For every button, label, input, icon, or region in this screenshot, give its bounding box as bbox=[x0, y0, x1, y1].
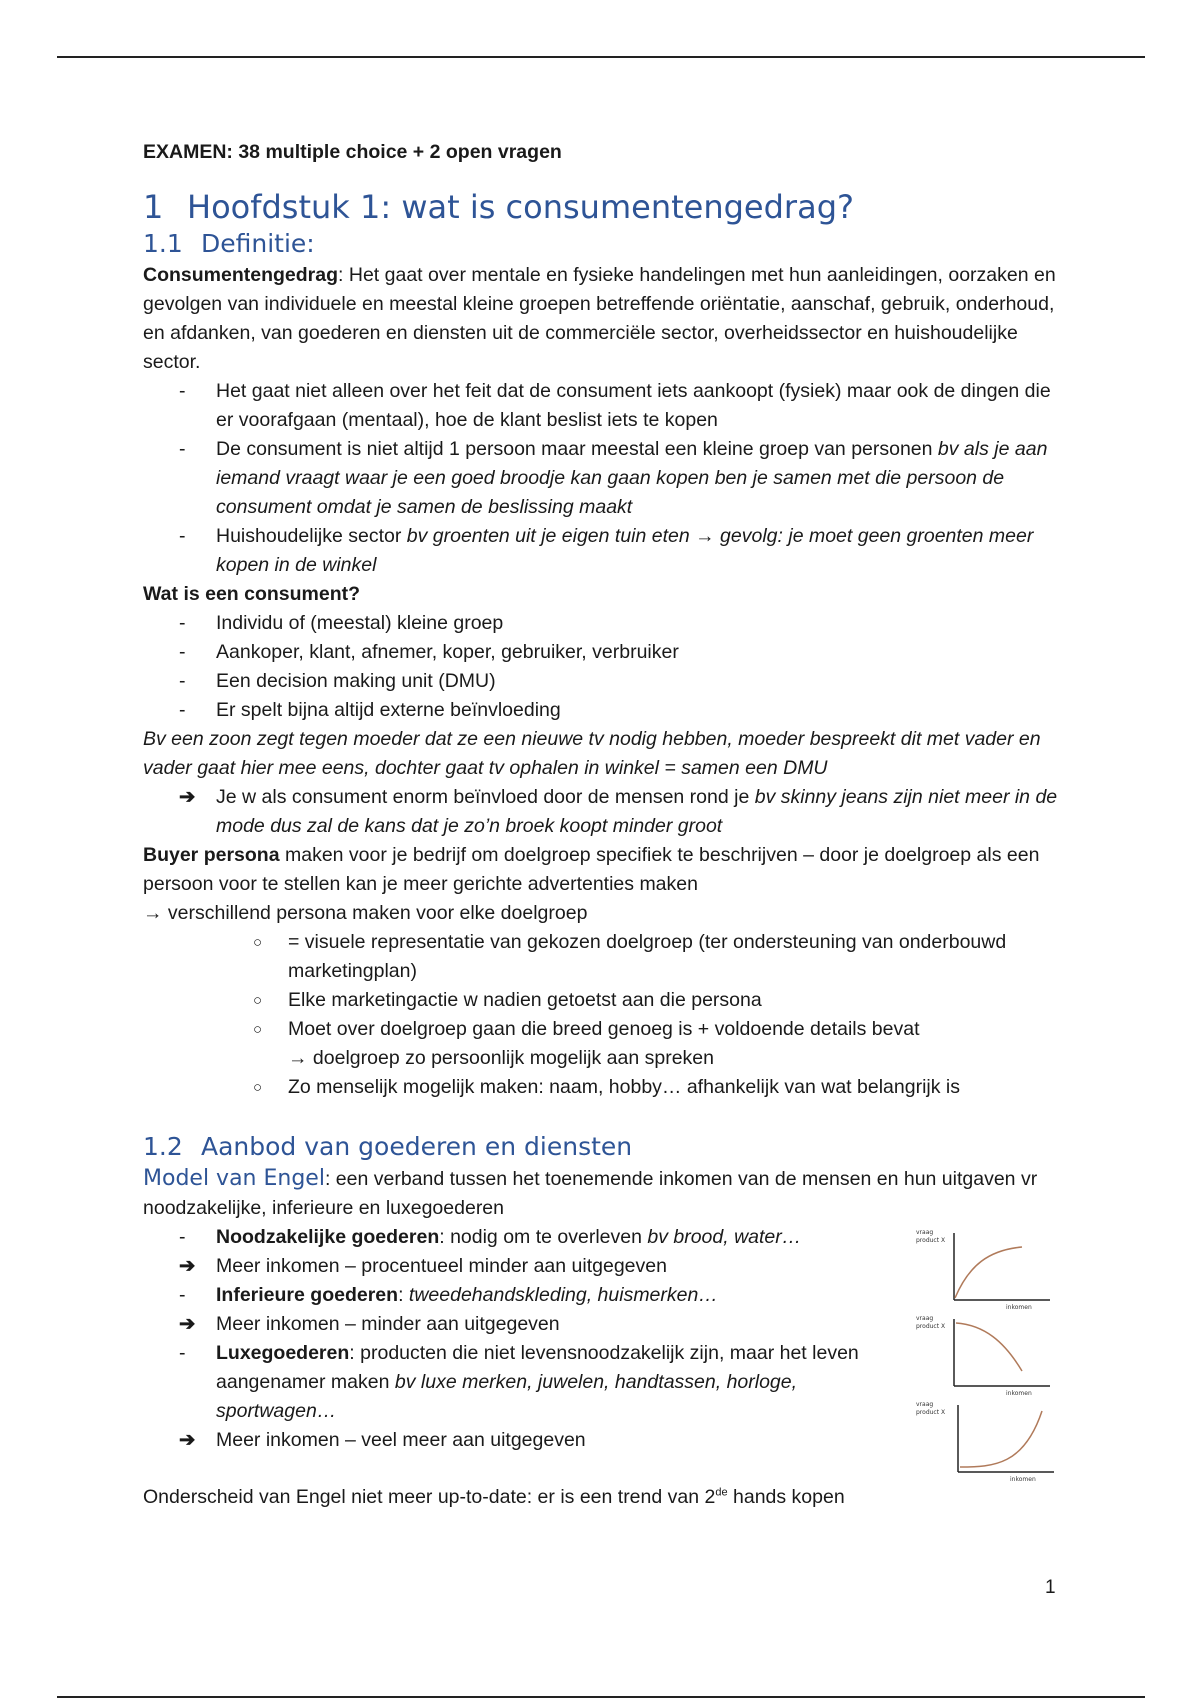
svg-text:product X: product X bbox=[916, 1409, 946, 1416]
list-item: ○ = visuele representatie van gekozen doelgroep (ter ondersteuning van onderbouwd marketingplan) bbox=[143, 928, 1063, 986]
engel-graphs bbox=[914, 1225, 1064, 1483]
list-item: ➔ Meer inkomen – veel meer aan uitgegeven bbox=[143, 1426, 903, 1455]
list-item: ○ Zo menselijk mogelijk maken: naam, hobby… afhankelijk van wat belangrijk is bbox=[143, 1073, 1063, 1102]
chapter-title: Hoofdstuk 1: wat is consumentengedrag? bbox=[187, 188, 854, 226]
dash-icon: - bbox=[179, 670, 186, 692]
engel-graph-necessity bbox=[914, 1225, 1064, 1311]
dash-icon: - bbox=[179, 1284, 186, 1306]
section-title: Definitie: bbox=[201, 229, 315, 258]
list-item: - Inferieure goederen: tweedehandskleding, huismerken… bbox=[143, 1281, 903, 1310]
list-item: - Huishoudelijke sector bv groenten uit je eigen tuin eten → gevolg: je moet geen groenten meer kopen in de winkel bbox=[143, 522, 1063, 580]
list-item: - Er spelt bijna altijd externe beïnvloeding bbox=[143, 696, 1063, 725]
list-item: - Individu of (meestal) kleine groep bbox=[143, 609, 1063, 638]
list-item: - Het gaat niet alleen over het feit dat de consument iets aankoopt (fysiek) maar ook de dingen die er voorafgaan (mentaal), hoe de klant beslist iets te kopen bbox=[143, 377, 1063, 435]
list-item: - Aankoper, klant, afnemer, koper, gebruiker, verbruiker bbox=[143, 638, 1063, 667]
chapter-heading bbox=[143, 187, 1063, 227]
circle-bullet-icon: ○ bbox=[253, 934, 263, 951]
persona-items bbox=[143, 928, 1063, 1102]
dash-icon: - bbox=[179, 1342, 186, 1364]
section-heading-1-2 bbox=[143, 1130, 1063, 1164]
list-item: - Noodzakelijke goederen: nodig om te overleven bv brood, water… bbox=[143, 1223, 903, 1252]
list-item: ○ Moet over doelgroep gaan die breed genoeg is + voldoende details bevat → doelgroep zo persoonlijk mogelijk aan spreken bbox=[143, 1015, 1063, 1073]
svg-text:inkomen: inkomen bbox=[1006, 1304, 1032, 1311]
dmu-example: Bv een zoon zegt tegen moeder dat ze een nieuwe tv nodig hebben, moeder bespreekt dit met vader en vader gaat hier mee eens, dochter gaat tv ophalen in winkel = samen een DMU bbox=[143, 728, 1041, 779]
page-number: 1 bbox=[1045, 1577, 1056, 1598]
list-item: ➔ Meer inkomen – procentueel minder aan uitgegeven bbox=[143, 1252, 903, 1281]
definition-paragraph bbox=[143, 261, 1063, 377]
arrow-right-icon: ➔ bbox=[179, 1429, 196, 1451]
svg-text:product X: product X bbox=[916, 1237, 946, 1244]
consumer-bullets bbox=[143, 609, 1063, 725]
consumer-question: Wat is een consument? bbox=[143, 583, 361, 605]
definition-bullets bbox=[143, 377, 1063, 580]
engel-graph-inferior bbox=[914, 1311, 1064, 1397]
svg-text:vraag: vraag bbox=[916, 1401, 934, 1408]
dash-icon: - bbox=[179, 1226, 186, 1248]
list-item: - Luxegoederen: producten die niet levensnoodzakelijk zijn, maar het leven aangenamer maken bv luxe merken, juwelen, handtassen, horloge, sportwagen… bbox=[143, 1339, 903, 1426]
arrow-right-icon: ➔ bbox=[179, 786, 196, 808]
list-item: ○ Elke marketingactie w nadien getoetst aan die persona bbox=[143, 986, 1063, 1015]
persona-sub-arrow: → doelgroep zo persoonlijk mogelijk aan spreken bbox=[288, 1047, 714, 1069]
section-title: Aanbod van goederen en diensten bbox=[201, 1132, 633, 1161]
arrow-right-icon: ➔ bbox=[179, 1313, 196, 1335]
definition-text: : Het gaat over mentale en fysieke handelingen met hun aanleidingen, oorzaken en gevolgen van individuele en meestal kleine groepen betreffende oriëntatie, aanschaf, gebruik, onderhoud, en afdanken, van goederen en diensten uit de commerciële sector, overheidssector en huishoudelijke sector. bbox=[143, 264, 1056, 373]
footer-rule bbox=[57, 1696, 1145, 1698]
influence-list bbox=[143, 783, 1063, 841]
chapter-number: 1 bbox=[143, 188, 164, 226]
persona-arrow-line: → verschillend persona maken voor elke doelgroep bbox=[143, 902, 588, 924]
svg-text:product X: product X bbox=[916, 1323, 946, 1330]
dash-icon: - bbox=[179, 641, 186, 663]
svg-text:inkomen: inkomen bbox=[1010, 1476, 1036, 1483]
svg-text:vraag: vraag bbox=[916, 1229, 934, 1236]
list-item: ➔ Je w als consument enorm beïnvloed door de mensen rond je bv skinny jeans zijn niet meer in de mode dus zal de kans dat je zo’n broek koopt minder groot bbox=[143, 783, 1063, 841]
dash-icon: - bbox=[179, 438, 186, 460]
circle-bullet-icon: ○ bbox=[253, 1021, 263, 1038]
section-heading-1-1 bbox=[143, 227, 1063, 261]
circle-bullet-icon: ○ bbox=[253, 1079, 263, 1096]
closing-line: Onderscheid van Engel niet meer up-to-date: er is een trend van 2de hands kopen bbox=[143, 1486, 845, 1508]
header-rule bbox=[57, 56, 1145, 58]
engel-list bbox=[143, 1223, 903, 1455]
persona-term: Buyer persona bbox=[143, 844, 280, 866]
persona-paragraph: Buyer persona maken voor je bedrijf om doelgroep specifiek te beschrijven – door je doelgroep als een persoon voor te stellen kan je meer gerichte advertenties maken bbox=[143, 844, 1040, 895]
engel-graph-luxury bbox=[914, 1397, 1064, 1483]
dash-icon: - bbox=[179, 612, 186, 634]
circle-bullet-icon: ○ bbox=[253, 992, 263, 1009]
svg-text:inkomen: inkomen bbox=[1006, 1390, 1032, 1397]
list-item: - Een decision making unit (DMU) bbox=[143, 667, 1063, 696]
list-item: - De consument is niet altijd 1 persoon maar meestal een kleine groep van personen bv als je aan iemand vraagt waar je een goed broodje kan gaan kopen ben je samen met die persoon de consument omdat je samen de beslissing maakt bbox=[143, 435, 1063, 522]
definition-term: Consumentengedrag bbox=[143, 264, 339, 286]
section-number: 1.1 bbox=[143, 229, 183, 258]
dash-icon: - bbox=[179, 699, 186, 721]
section-number: 1.2 bbox=[143, 1132, 183, 1161]
exam-note: EXAMEN: 38 multiple choice + 2 open vragen bbox=[143, 141, 562, 163]
svg-text:vraag: vraag bbox=[916, 1315, 934, 1322]
engel-title: Model van Engel bbox=[143, 1166, 325, 1191]
dash-icon: - bbox=[179, 380, 186, 402]
dash-icon: - bbox=[179, 525, 186, 547]
arrow-right-icon: ➔ bbox=[179, 1255, 196, 1277]
list-item: ➔ Meer inkomen – minder aan uitgegeven bbox=[143, 1310, 903, 1339]
engel-paragraph: Model van Engel: een verband tussen het toenemende inkomen van de mensen en hun uitgaven vr noodzakelijke, inferieure en luxegoederen bbox=[143, 1166, 1038, 1219]
